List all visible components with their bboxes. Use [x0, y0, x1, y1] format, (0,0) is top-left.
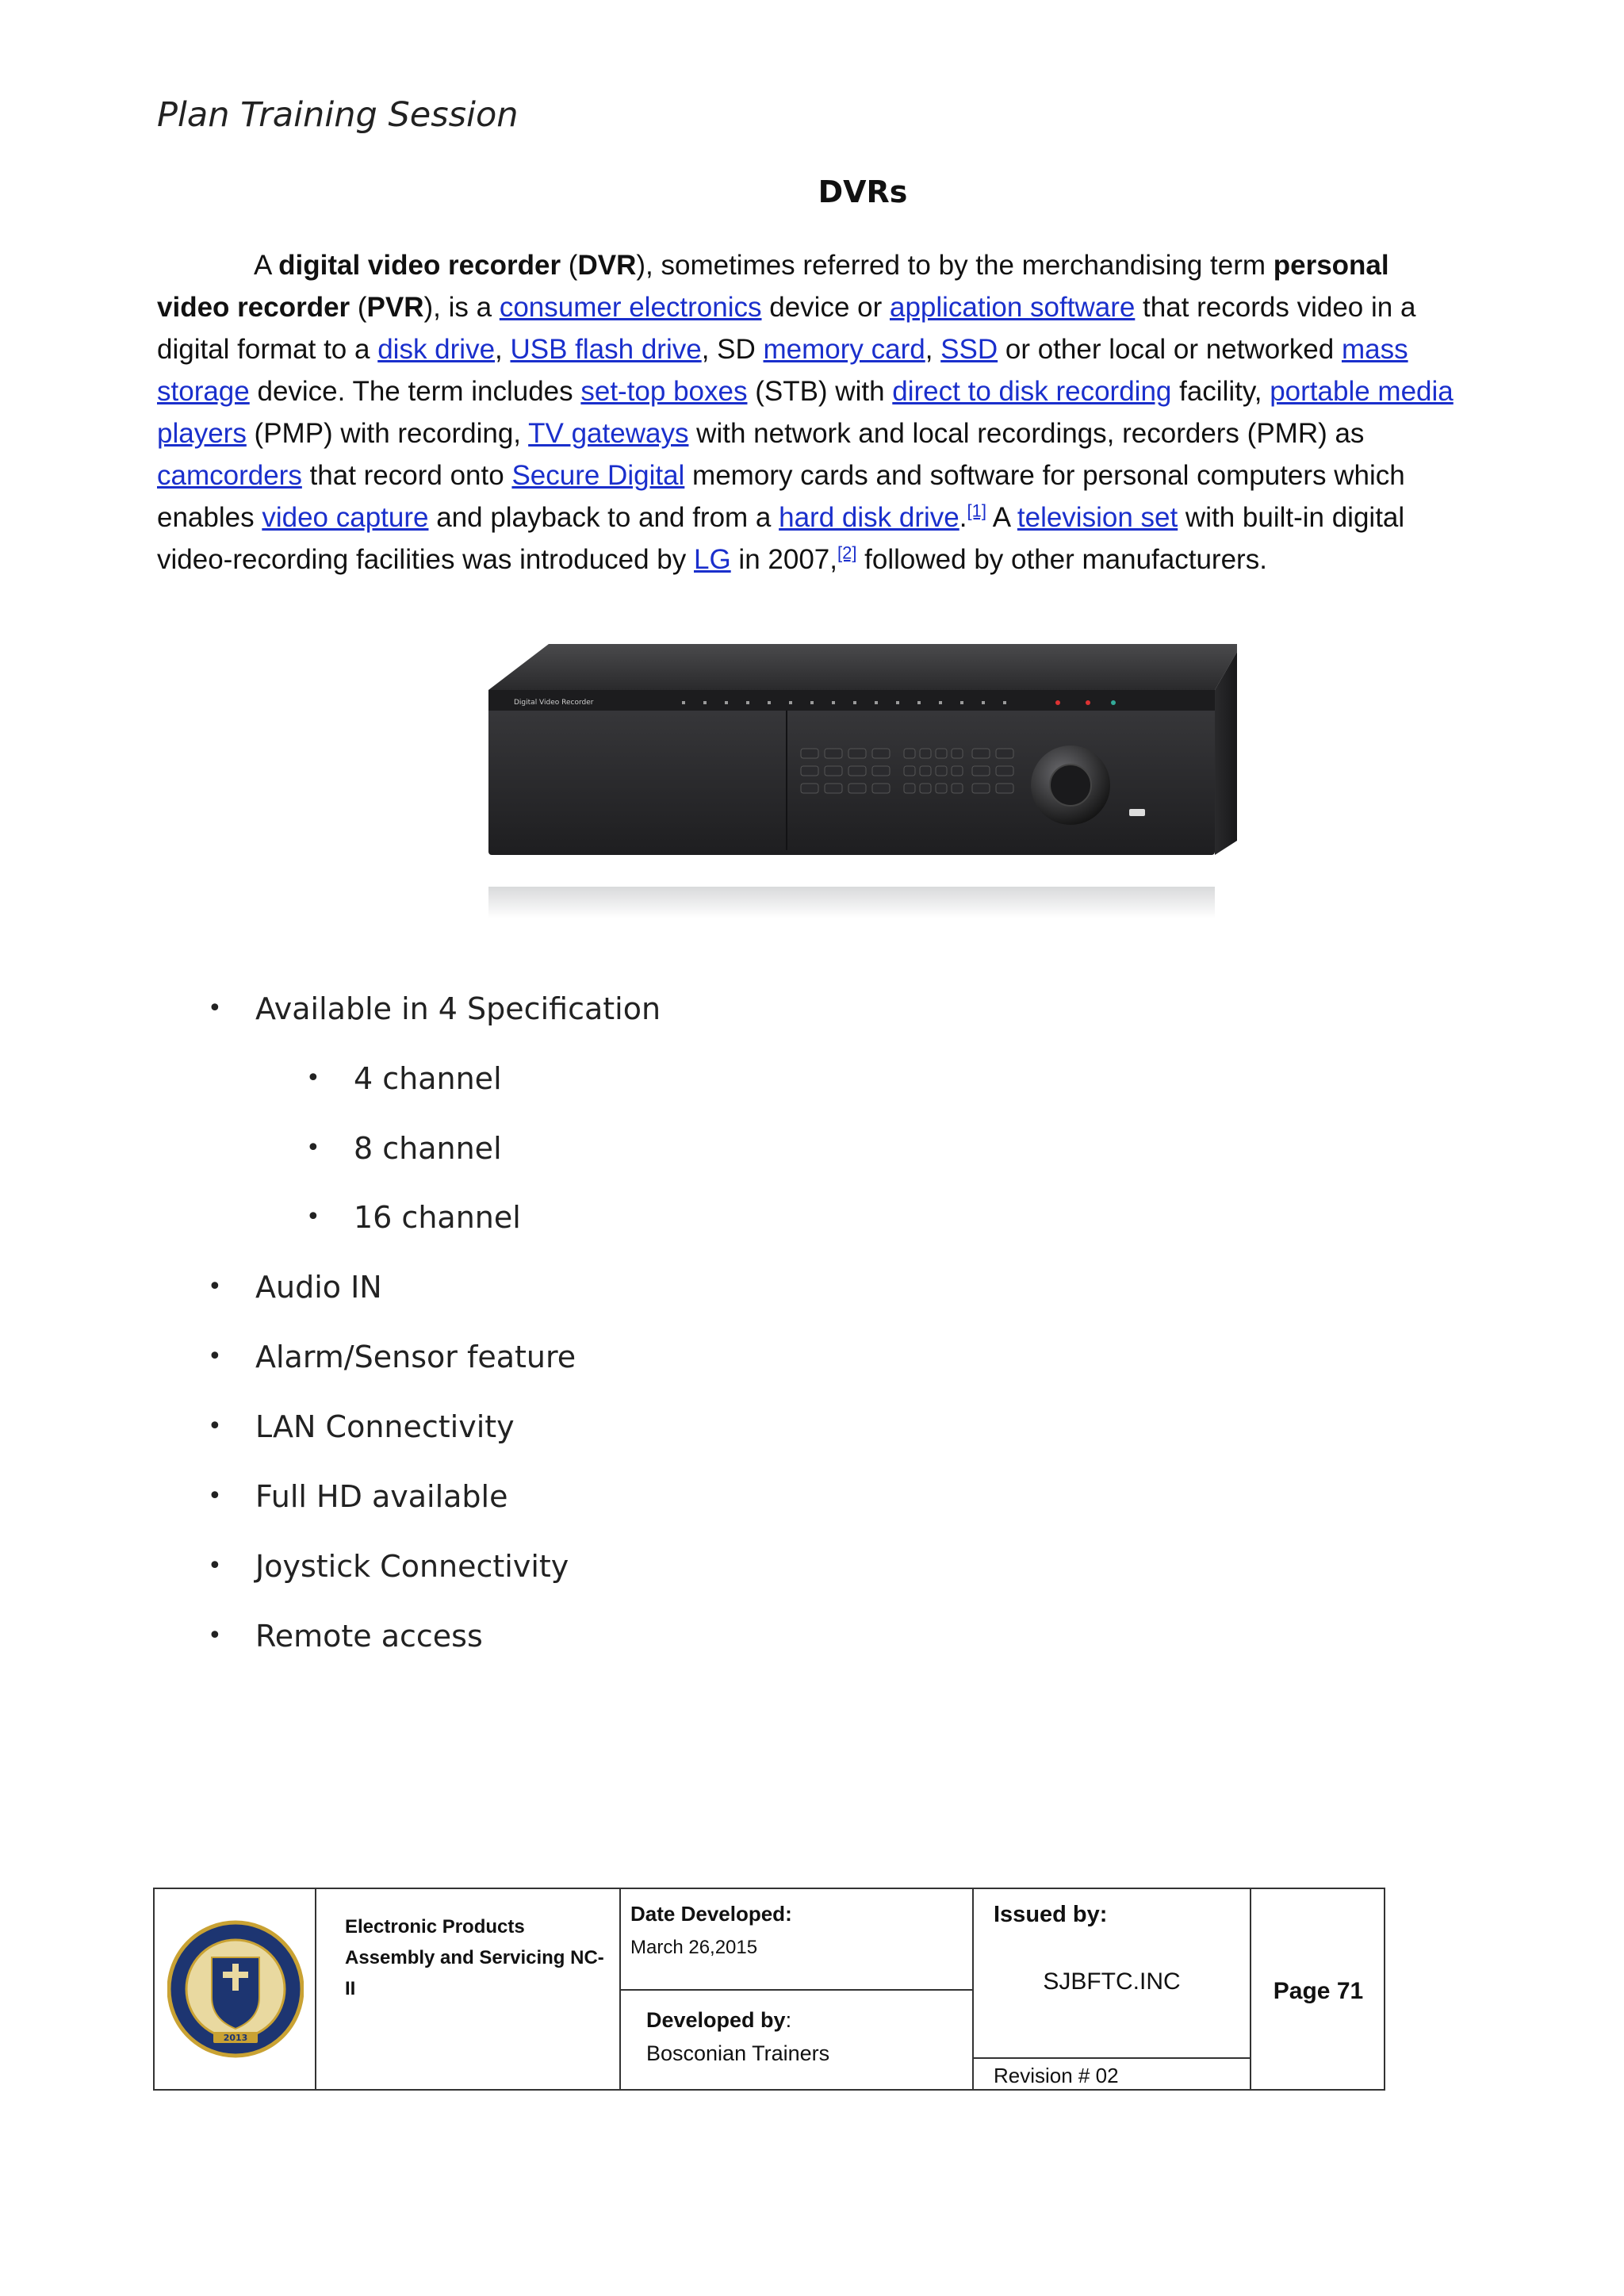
section-heading: DVRs: [818, 174, 908, 209]
link-television-set[interactable]: television set: [1017, 502, 1178, 533]
list-item: • LAN Connectivity: [208, 1409, 515, 1444]
link-direct-to-disk-recording[interactable]: direct to disk recording: [892, 376, 1172, 407]
table-divider: [974, 2057, 1250, 2059]
bullet-icon: •: [208, 1343, 222, 1370]
link-usb-flash-drive[interactable]: USB flash drive: [510, 334, 702, 365]
sub-list-item: • 16 channel: [306, 1200, 521, 1235]
page-number: Page 71: [1273, 1978, 1364, 2004]
bullet-icon: •: [208, 1622, 222, 1650]
reference-1[interactable]: [1]: [967, 500, 986, 521]
sub-list-item: • 4 channel: [306, 1061, 502, 1096]
list-item: • Alarm/Sensor feature: [208, 1340, 576, 1374]
link-set-top-boxes[interactable]: set-top boxes: [580, 376, 748, 407]
link-application-software[interactable]: application software: [889, 292, 1136, 323]
list-item: • Full HD available: [208, 1479, 508, 1514]
reference-2[interactable]: [2]: [837, 542, 857, 563]
footer-table: [153, 1888, 1385, 2091]
bullet-icon: •: [208, 1412, 222, 1440]
abbr-pvr: PVR: [366, 292, 424, 323]
bullet-icon: •: [306, 1134, 320, 1162]
training-center-logo: [167, 1905, 304, 2073]
list-item: • Audio IN: [208, 1270, 382, 1305]
date-developed-value: March 26,2015: [630, 1937, 758, 1958]
dvr-product-image: [485, 634, 1239, 944]
link-ssd[interactable]: SSD: [940, 334, 998, 365]
developed-by-value: Bosconian Trainers: [646, 2041, 830, 2065]
link-disk-drive[interactable]: disk drive: [377, 334, 496, 365]
list-item: • Remote access: [208, 1619, 483, 1654]
running-header-title: Plan Training Session: [157, 95, 519, 135]
link-portable-media-players[interactable]: portable media players: [157, 376, 1454, 449]
course-title: Electronic Products Assembly and Servicing NC-II: [345, 1916, 604, 1999]
bullet-icon: •: [208, 1482, 222, 1510]
link-secure-digital[interactable]: Secure Digital: [511, 460, 685, 491]
revision-number: Revision # 02: [994, 2064, 1119, 2087]
table-divider: [621, 1989, 972, 1991]
bullet-icon: •: [208, 995, 222, 1022]
bullet-icon: •: [306, 1203, 320, 1231]
issued-by-value: SJBFTC.INC: [1043, 1968, 1181, 1995]
link-video-capture[interactable]: video capture: [262, 502, 429, 533]
link-hard-disk-drive[interactable]: hard disk drive: [779, 502, 959, 533]
link-camcorders[interactable]: camcorders: [157, 460, 302, 491]
list-item: • Available in 4 Specification: [208, 991, 661, 1026]
link-mass-storage[interactable]: mass storage: [157, 334, 1408, 407]
date-developed-label: Date Developed:: [630, 1902, 792, 1926]
bullet-icon: •: [208, 1273, 222, 1301]
issued-by-label: Issued by:: [994, 1902, 1108, 1927]
intro-paragraph: A digital video recorder (DVR), sometimes referred to by the merchandising term personal video recorder (PVR), is a consumer electronics device or application software that records video in a digital format to a disk drive, USB flash drive, SD memory card, SSD or other local or networked mass storage device. The term includes set-top boxes (STB) with direct to disk recording facility, portable media players (PMP) with recording, TV gateways with network and local recordings, recorders (PMR) as camcorders that record onto Secure Digital memory cards and software for personal computers which enables video capture and playback to and from a hard disk drive.[1] A television set with built-in digital video-recording facilities was introduced by LG in 2007,[2] followed by other manufacturers.: [157, 250, 1454, 575]
table-divider: [315, 1889, 316, 2089]
link-memory-card[interactable]: memory card: [763, 334, 925, 365]
developed-by-label: Developed by:: [646, 2008, 792, 2032]
logo-year: 2013: [223, 2033, 248, 2043]
link-lg[interactable]: LG: [694, 544, 731, 575]
link-tv-gateways[interactable]: TV gateways: [528, 418, 689, 449]
term-pvr: personal video recorder: [157, 250, 1389, 323]
link-consumer-electronics[interactable]: consumer electronics: [499, 292, 762, 323]
term-dvr: digital video recorder: [278, 250, 561, 281]
bullet-icon: •: [306, 1064, 320, 1092]
abbr-dvr: DVR: [577, 250, 637, 281]
sub-list-item: • 8 channel: [306, 1131, 502, 1166]
list-item: • Joystick Connectivity: [208, 1549, 569, 1584]
dvr-panel-label: Digital Video Recorder: [514, 699, 594, 707]
bullet-icon: •: [208, 1552, 222, 1580]
